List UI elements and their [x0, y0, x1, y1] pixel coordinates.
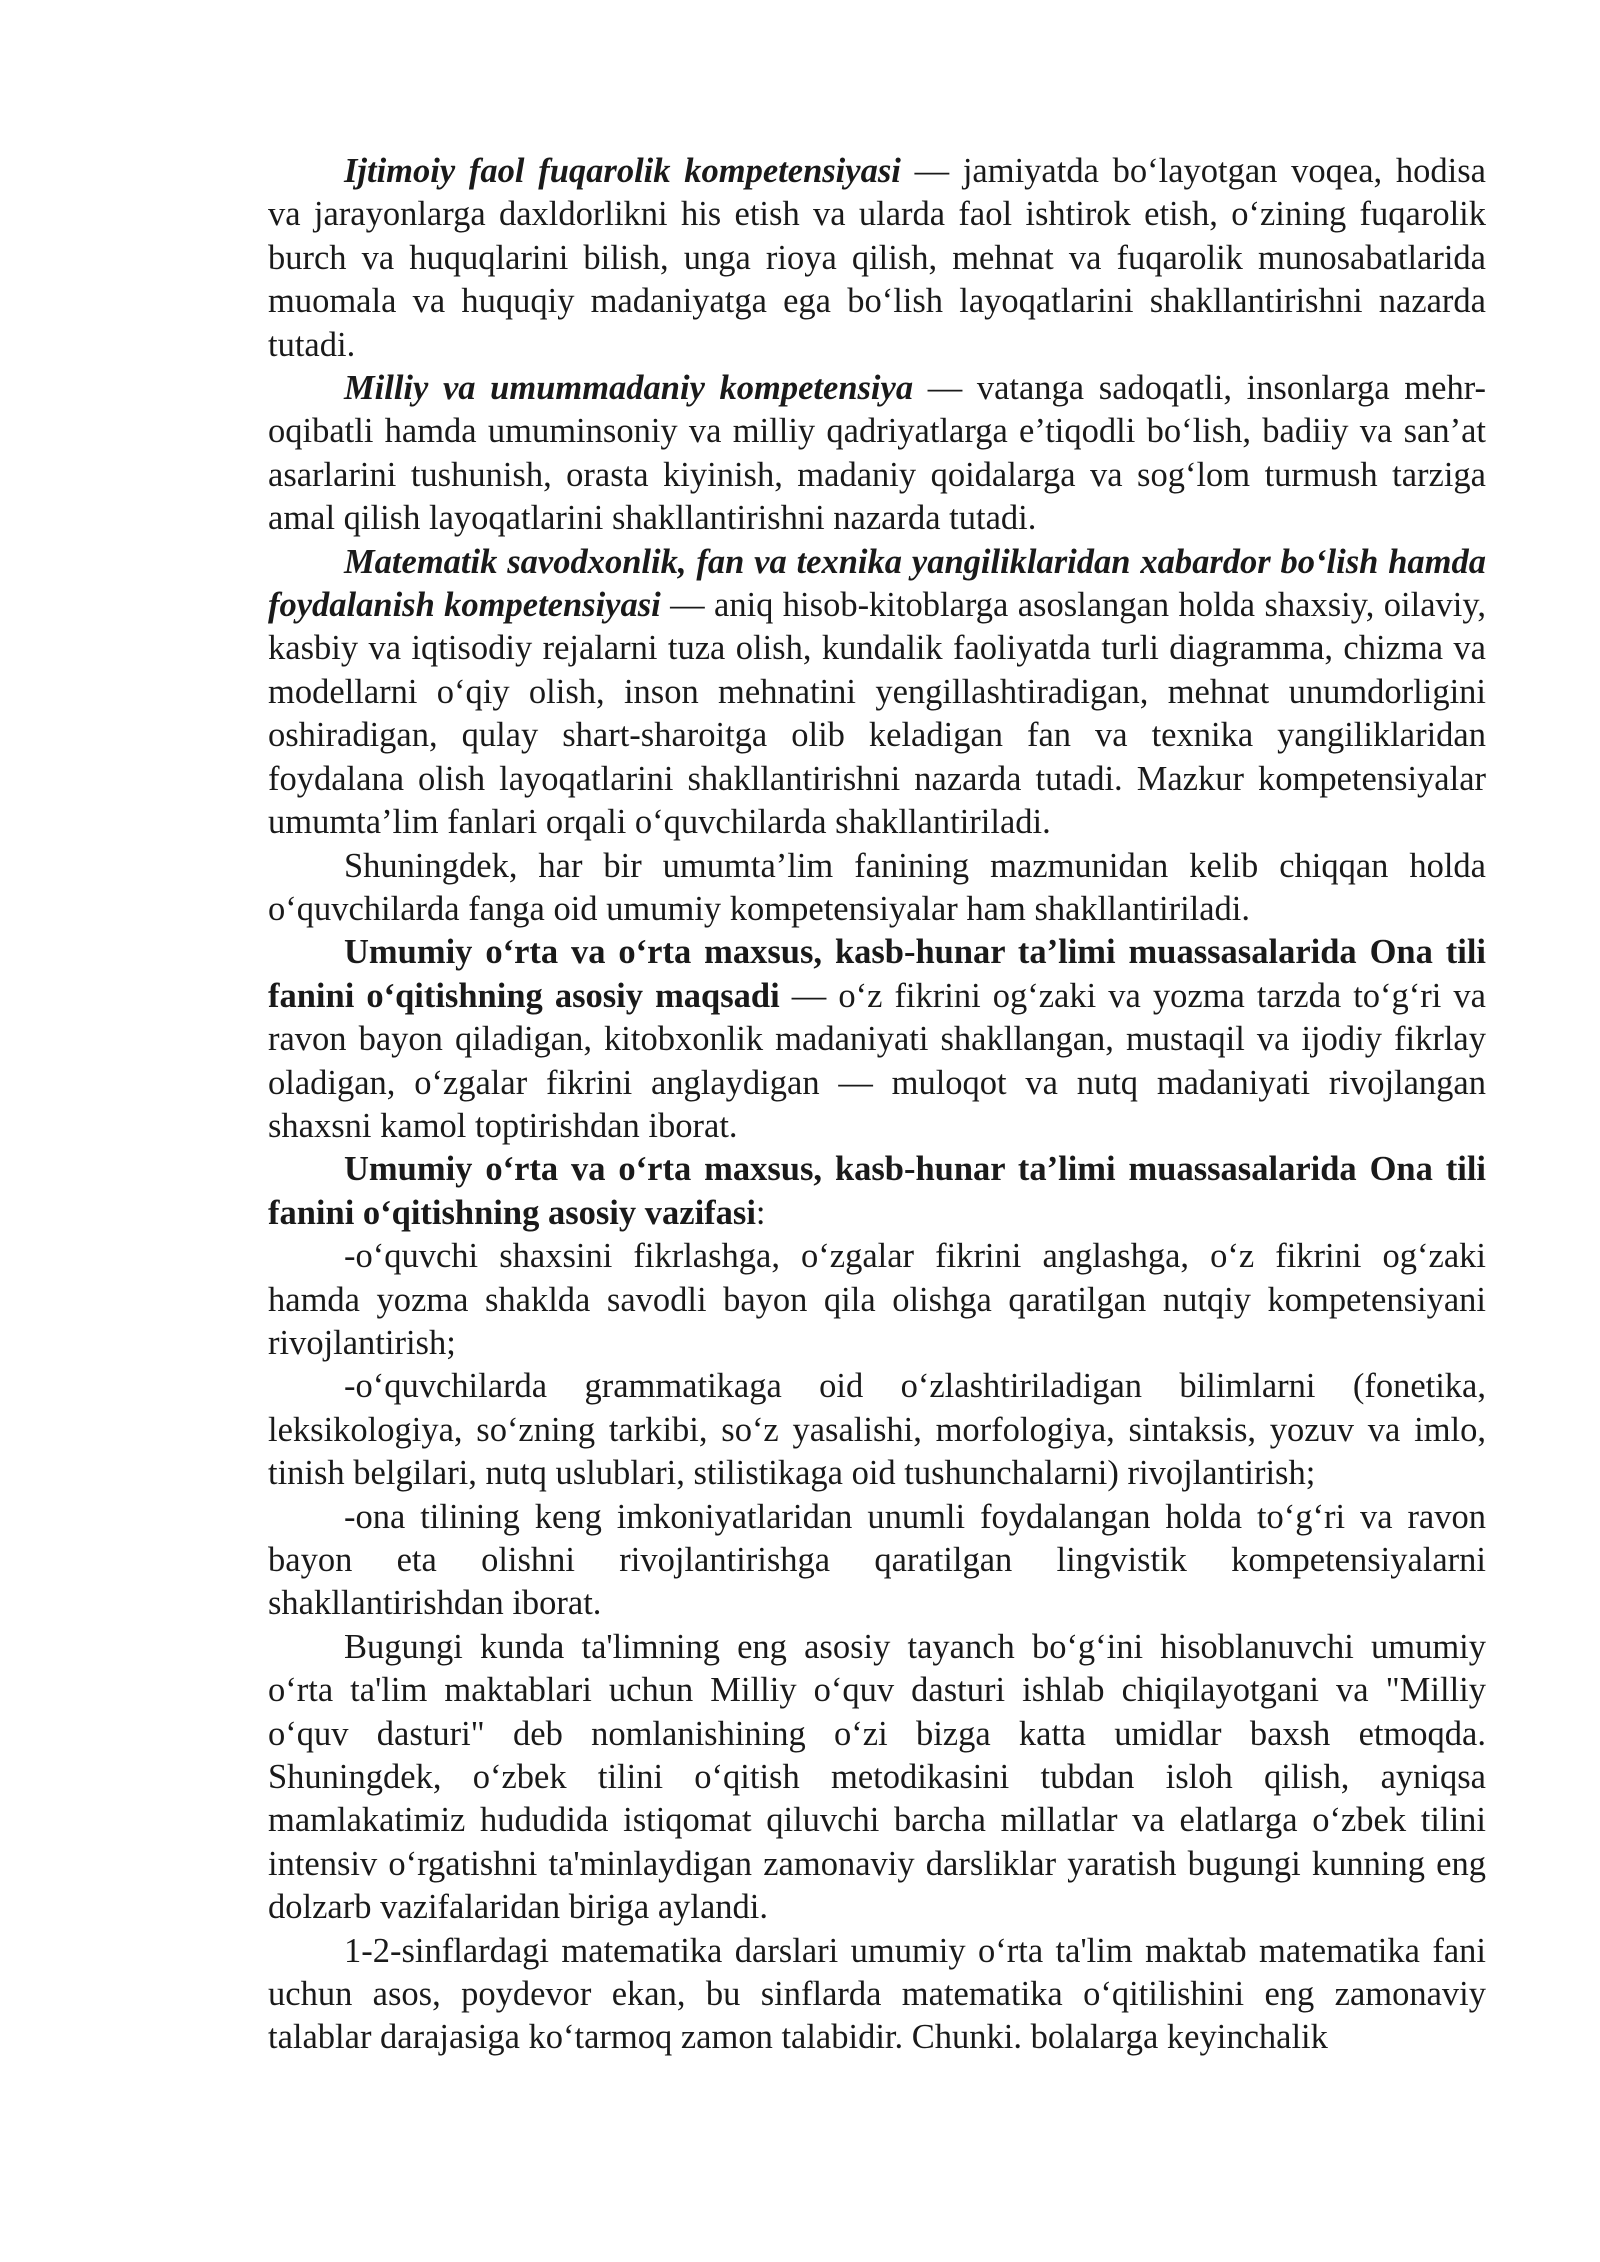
paragraph-term: Matematik savodxonlik, fan va texnika yangiliklaridan xabardor bo‘lish hamda foydalanish kompetensiyasi [268, 542, 1486, 625]
paragraph-term: Ijtimoiy faol fuqarolik kompetensiyasi [344, 152, 901, 190]
paragraph-text: Shuningdek, har bir umumta’lim fanining mazmunidan kelib chiqqan holda o‘quvchilarda fanga oid umumiy kompetensiyalar ham shakllantiriladi. [268, 846, 1486, 928]
paragraph-text: -o‘quvchi shaxsini fikrlashga, o‘zgalar fikrini anglashga, o‘z fikrini og‘zaki hamda yozma shaklda savodli bayon qila olishga qaratilgan nutqiy kompetensiyani rivojlantirish; [268, 1237, 1486, 1362]
document-page [268, 150, 1486, 2060]
paragraph [268, 845, 1486, 932]
paragraph [268, 150, 1486, 367]
paragraph-term: Milliy va umummadaniy kompetensiya [344, 369, 914, 408]
paragraph [268, 931, 1486, 1148]
paragraph-text: Bugungi kunda ta'limning eng asosiy tayanch bo‘g‘ini hisoblanuvchi umumiy o‘rta ta'lim maktablari uchun Milliy o‘quv dasturi ishlab chiqilayotgani va "Milliy o‘quv dasturi" deb nomlanishining o‘zi bizga katta umidlar baxsh etmoqda. Shuningdek, o‘zbek tilini o‘qitish metodikasini tubdan isloh qilish, ayniqsa mamlakatimiz hududida istiqomat qiluvchi barcha millatlar va elatlarga o‘zbek tilini intensiv o‘rgatishni ta'minlaydigan zamonaviy darsliklar yaratish bugungi kunning eng dolzarb vazifalaridan biriga aylandi. [268, 1627, 1486, 1927]
paragraph [268, 1365, 1486, 1495]
paragraph [268, 541, 1486, 845]
paragraph-text: — o‘z fikrini og‘zaki va yozma tarzda to‘g‘ri va ravon bayon qiladigan, kitobxonlik madaniyati shakllangan, mustaqil va ijodiy fikrlay oladigan, o‘zgalar fikrini anglaydigan — muloqot va nutq madaniyati rivojlangan shaxsni kamol toptirishdan iborat. [268, 976, 1486, 1145]
paragraph-text: -ona tilining keng imkoniyatlaridan unumli foydalangan holda to‘g‘ri va ravon bayon eta olishni rivojlantirishga qaratilgan lingvistik kompetensiyalarni shakllantirishdan iborat. [268, 1497, 1486, 1623]
paragraph-text: 1-2-sinflardagi matematika darslari umumiy o‘rta ta'lim maktab matematika fani uchun asos, poydevor ekan, bu sinflarda matematika o‘qitilishini eng zamonaviy talablar darajasiga ko‘tarmoq zamon talabidir. Chunki. bolalarga keyinchalik [268, 1931, 1486, 2057]
paragraph-text: -o‘quvchilarda grammatikaga oid o‘zlashtiriladigan bilimlarni (fonetika, leksikologiya, so‘zning tarkibi, so‘z yasalishi, morfologiya, sintaksis, yozuv va imlo, tinish belgilari, nutq uslublari, stilistikaga oid tushunchalarni) rivojlantirish; [268, 1367, 1486, 1493]
paragraph [268, 1148, 1486, 1235]
paragraph-text: — vatanga sadoqatli, insonlarga mehr-oqibatli hamda umuminsoniy va milliy qadriyatlarga e’tiqodli bo‘lish, badiiy va san’at asarlarini tushunish, orasta kiyinish, madaniy qoidalarga va sog‘lom turmush tarziga amal qilish layoqatlarini shakllantirishni nazarda tutadi. [268, 369, 1486, 538]
paragraph [268, 1626, 1486, 1930]
paragraph-text: : [755, 1193, 766, 1232]
paragraph-term: Umumiy o‘rta va o‘rta maxsus, kasb-hunar ta’limi muassasalarida Ona tili fanini o‘qitishning asosiy vazifasi [268, 1150, 1486, 1232]
paragraph-text: — jamiyatda bo‘layotgan voqea, hodisa va jarayonlarga daxldorlikni his etish va ularda faol ishtirok etish, o‘zining fuqarolik burch va huquqlarini bilish, unga rioya qilish, mehnat va fuqarolik munosabatlarida muomala va huquqiy madaniyatga ega bo‘lish layoqatlarini shakllantirishni nazarda tutadi. [268, 152, 1486, 364]
paragraph [268, 367, 1486, 541]
paragraph-text: — aniq hisob-kitoblarga asoslangan holda shaxsiy, oilaviy, kasbiy va iqtisodiy rejalarni tuza olish, kundalik faoliyatda turli diagramma, chizma va modellarni o‘qiy olish, inson mehnatini yengillashtiradigan, mehnat unumdorligini oshiradigan, qulay shart-sharoitga olib keladigan fan va texnika yangiliklaridan foydalana olish layoqatlarini shakllantirishni nazarda tutadi. Mazkur kompetensiyalar umumta’lim fanlari orqali o‘quvchilarda shakllantiriladi. [268, 586, 1486, 842]
paragraph [268, 1496, 1486, 1626]
paragraph [268, 1930, 1486, 2060]
paragraph [268, 1235, 1486, 1365]
paragraph-term: Umumiy o‘rta va o‘rta maxsus, kasb-hunar ta’limi muassasalarida Ona tili fanini o‘qitishning asosiy maqsadi [268, 933, 1486, 1015]
